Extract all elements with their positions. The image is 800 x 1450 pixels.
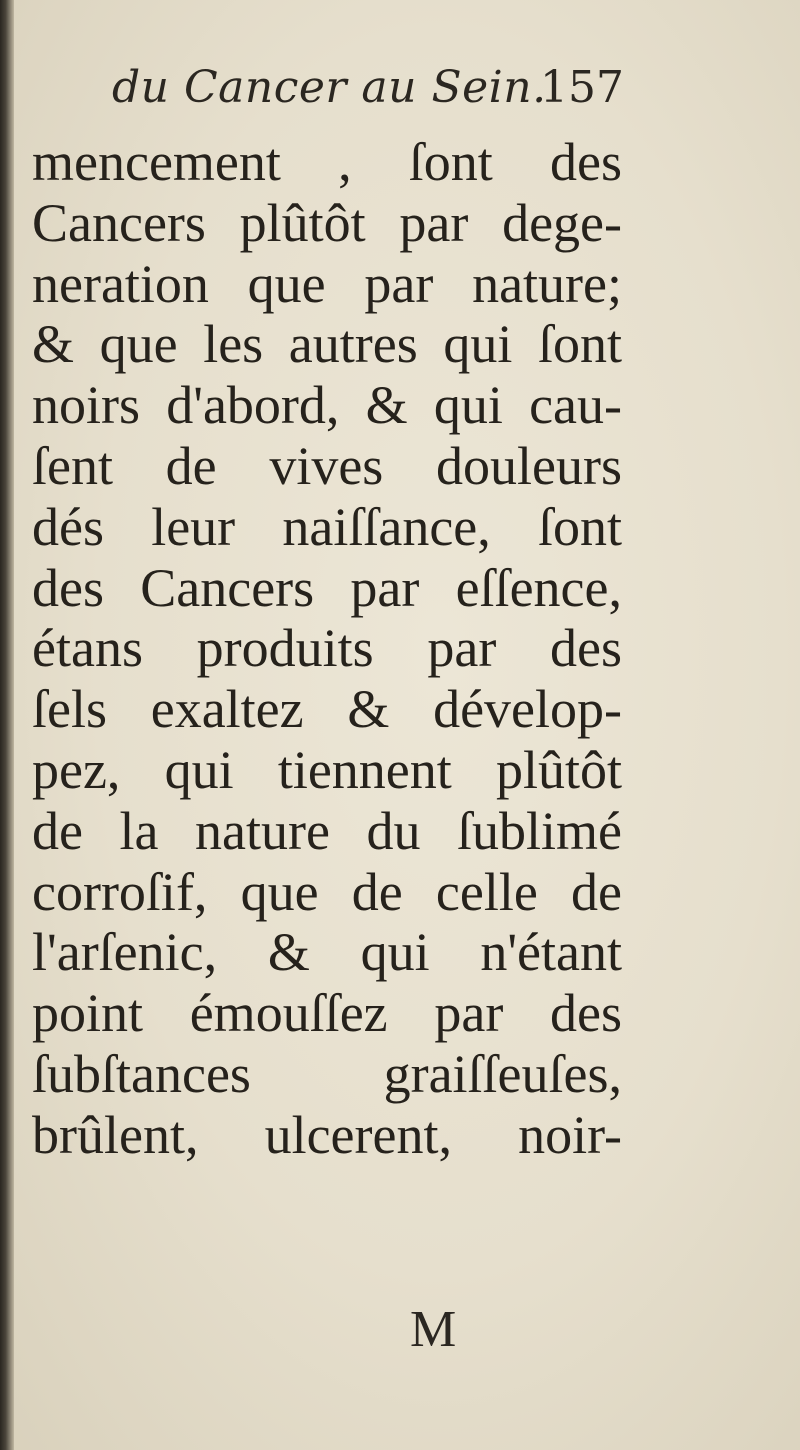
text-line: ſent de vives douleurs [32,435,622,496]
text-line: pez, qui tiennent plûtôt [32,739,622,800]
text-line: des Cancers par eſſence, [32,557,622,618]
page-header [112,62,632,122]
body-text [32,132,622,1166]
text-line: ſubſtances graiſſeuſes, [32,1043,622,1104]
text-line: corroſif, que de celle de [32,861,622,922]
running-title: du Cancer au Sein. [112,62,547,113]
text-line: mencement , ſont des [32,132,622,192]
text-line: l'arſenic, & qui n'étant [32,922,622,983]
text-line: point émouſſez par des [32,983,622,1044]
text-line: brûlent, ulcerent, noir- [32,1104,622,1165]
page-number: 157 [540,62,624,113]
text-line: neration que par nature; [32,253,622,314]
text-line: ſels exaltez & dévelop- [32,679,622,740]
page-binding-edge [0,0,14,1450]
text-line: noirs d'abord, & qui cau- [32,375,622,436]
text-line: étans produits par des [32,618,622,679]
text-line: dés leur naiſſance, ſont [32,496,622,557]
text-line: & que les autres qui ſont [32,314,622,375]
text-line: Cancers plûtôt par dege- [32,192,622,253]
text-line: de la nature du ſublimé [32,800,622,861]
signature-mark: M [410,1301,457,1358]
